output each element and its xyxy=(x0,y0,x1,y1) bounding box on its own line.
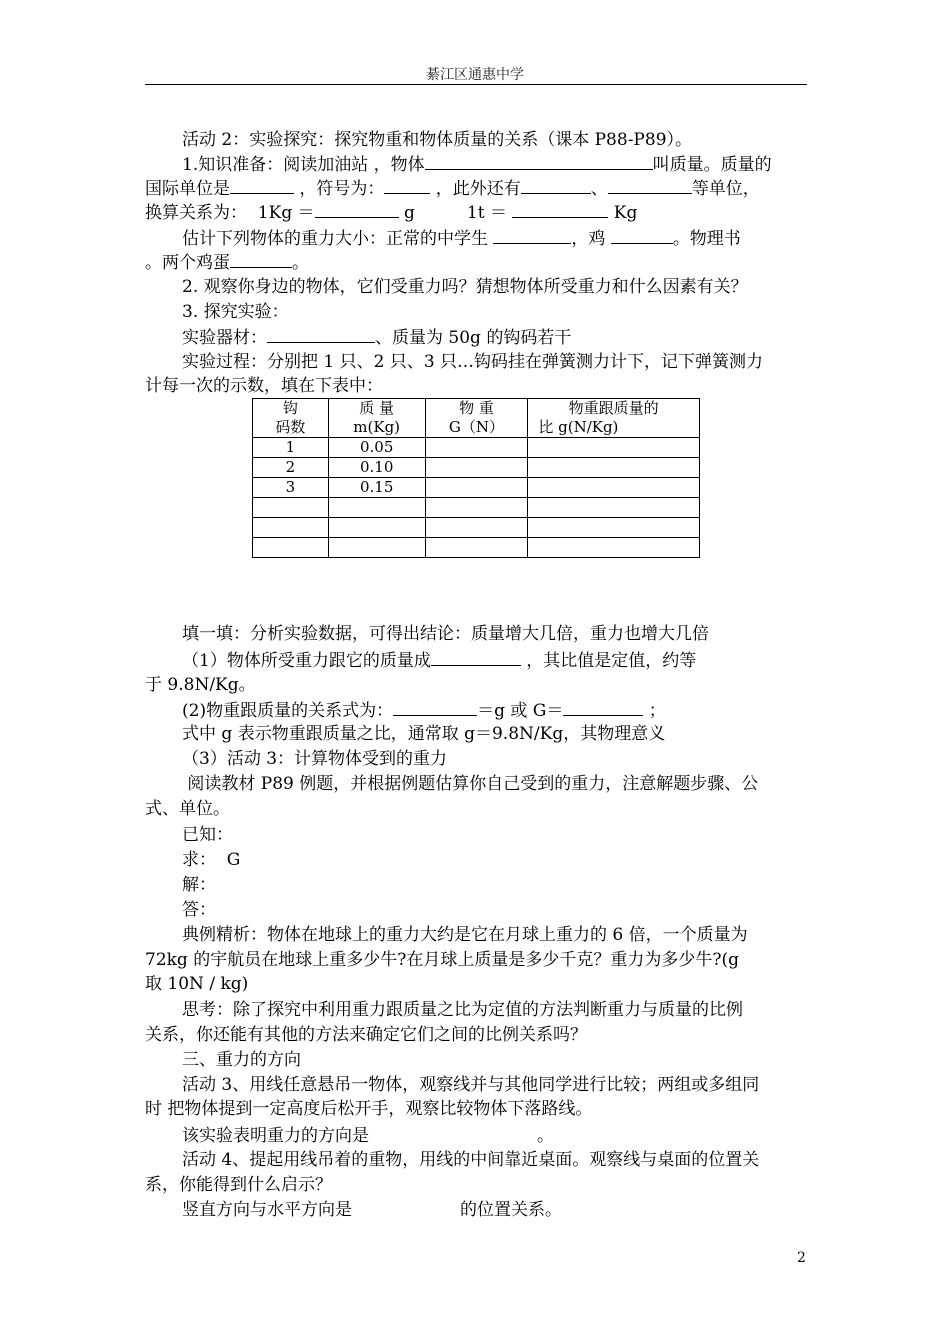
equipment-line xyxy=(182,325,847,349)
text-segment: 等单位， xyxy=(691,179,760,199)
text-segment: 。物理书 xyxy=(672,229,741,249)
table-cell xyxy=(253,498,329,518)
text-segment: 、质量为 50g 的钩码若干 xyxy=(375,328,572,348)
answer-blank xyxy=(425,152,653,170)
answer-blank xyxy=(608,176,692,194)
table-header-row xyxy=(253,399,700,438)
table-cell xyxy=(425,498,528,518)
page-header: 綦江区通惠中学 xyxy=(426,67,524,83)
table-row xyxy=(253,458,700,478)
text-segment: ； xyxy=(643,701,666,721)
table-cell xyxy=(425,458,528,478)
table-cell xyxy=(528,438,700,458)
text-segment: (2)物重跟质量的关系式为： xyxy=(182,701,394,721)
text-segment: 。 xyxy=(537,1126,554,1146)
text-segment: 该实验表明重力的方向是 xyxy=(182,1126,369,1146)
g-meaning-line: 式中 g 表示物重跟质量之比，通常取 g＝9.8N/Kg，其物理意义 xyxy=(182,724,666,744)
answer-blank xyxy=(493,226,571,244)
text-segment: 。 xyxy=(292,253,309,273)
table-cell: 0.05 xyxy=(328,438,425,458)
answer-blank xyxy=(431,648,521,666)
answer-blank xyxy=(384,176,430,194)
table-cell: 3 xyxy=(253,478,329,498)
table-cell xyxy=(253,538,329,558)
text-segment: 换算关系为： 1Kg ＝ xyxy=(145,203,315,223)
answer-label: 答： xyxy=(182,900,216,920)
table-row xyxy=(253,478,700,498)
table-row xyxy=(253,518,700,538)
section-3-heading: 三、重力的方向 xyxy=(182,1050,301,1070)
table-cell xyxy=(425,478,528,498)
table-cell xyxy=(328,518,425,538)
think-question: 思考：除了探究中利用重力跟质量之比为定值的方法判断重力与质量的比例 xyxy=(182,1000,743,1020)
table-cell xyxy=(528,538,700,558)
table-row xyxy=(253,538,700,558)
text-segment: g xyxy=(398,203,415,223)
conversion-line xyxy=(145,200,810,224)
units-line xyxy=(145,176,810,200)
text-segment: （1）物体所受重力跟它的质量成 xyxy=(182,651,431,671)
text-segment: 估计下列物体的重力大小：正常的中学生 xyxy=(182,229,494,249)
text-segment: ，其比值是定值，约等 xyxy=(520,651,697,671)
table-cell xyxy=(528,518,700,538)
table-cell xyxy=(528,458,700,478)
table-cell xyxy=(425,538,528,558)
text-segment: ，鸡 xyxy=(571,229,611,249)
answer-blank xyxy=(521,176,591,194)
header-cell: 钩 码数 xyxy=(253,399,329,438)
header-cell: 物 重 G（N） xyxy=(425,399,528,438)
answer-blank xyxy=(611,226,673,244)
answer-blank xyxy=(563,698,643,716)
header-cell: 物重跟质量的 比 g(N/Kg) xyxy=(528,399,700,438)
table-cell: 2 xyxy=(253,458,329,478)
answer-blank xyxy=(512,200,608,218)
procedure-line: 实验过程：分别把 1 只、2 只、3 只…钩码挂在弹簧测力计下，记下弹簧测力 xyxy=(182,352,764,372)
data-table xyxy=(252,398,700,558)
answer-blank xyxy=(393,698,477,716)
example-analysis-2: 72kg 的宇航员在地球上重多少牛?在月球上质量是多少千克？重力为多少牛?(g xyxy=(145,950,739,970)
activity-2-title: 活动 2：实验探究：探究物重和物体质量的关系（课本 P88-P89）。 xyxy=(182,130,693,150)
fill-in-heading: 填一填：分析实验数据，可得出结论：质量增大几倍，重力也增大几倍 xyxy=(182,624,709,644)
read-example-line-2: 式、单位。 xyxy=(145,799,230,819)
table-cell xyxy=(328,538,425,558)
text-segment: 竖直方向与水平方向是 xyxy=(182,1200,352,1220)
table-row xyxy=(253,438,700,458)
text-segment: Kg xyxy=(608,203,638,223)
vertical-horizontal-line xyxy=(182,1198,847,1222)
table-cell: 0.10 xyxy=(328,458,425,478)
text-segment: 、 xyxy=(590,179,608,199)
table-cell xyxy=(425,518,528,538)
conclusion-2 xyxy=(182,698,847,722)
page-number: 2 xyxy=(797,1250,806,1266)
example-analysis-3: 取 10N / kg) xyxy=(145,974,249,994)
table-cell xyxy=(253,518,329,538)
find-label: 求： G xyxy=(182,850,241,870)
text-segment: 。两个鸡蛋 xyxy=(145,253,230,273)
table-cell: 0.15 xyxy=(328,478,425,498)
observe-question: 2. 观察你身边的物体，它们受重力吗？猜想物体所受重力和什么因素有关？ xyxy=(182,277,748,297)
answer-blank xyxy=(230,176,294,194)
text-segment: ＝g 或 G＝ xyxy=(477,701,564,721)
table-cell: 1 xyxy=(253,438,329,458)
text-segment: 1t ＝ xyxy=(466,203,513,223)
estimate-line-2 xyxy=(145,250,810,274)
estimate-line xyxy=(182,226,847,250)
activity-3-heading: （3）活动 3：计算物体受到的重力 xyxy=(182,749,448,769)
text-segment: ，符号为： xyxy=(294,179,385,199)
text-segment: 实验器材： xyxy=(182,328,267,348)
answer-blank xyxy=(315,200,399,218)
activity-4-line-2: 系，你能得到什么启示？ xyxy=(145,1175,332,1195)
table-cell xyxy=(425,438,528,458)
text-segment: 叫质量。质量的 xyxy=(652,155,772,175)
table-cell xyxy=(328,498,425,518)
activity-3-line: 活动 3、用线任意悬吊一物体，观察线并与其他同学进行比较；两组或多组同 xyxy=(182,1075,760,1095)
answer-blank xyxy=(267,325,375,343)
read-example-line: 阅读教材 P89 例题，并根据例题估算你自己受到的重力，注意解题步骤、公 xyxy=(182,774,759,794)
procedure-line-2: 计每一次的示数，填在下表中： xyxy=(145,376,383,396)
text-segment: 国际单位是 xyxy=(145,179,230,199)
text-segment: 的位置关系。 xyxy=(460,1200,562,1220)
table-row xyxy=(253,498,700,518)
solution-label: 解： xyxy=(182,875,216,895)
answer-blank xyxy=(230,250,292,268)
text-segment: 1.知识准备：阅读加油站 ，物体 xyxy=(182,155,425,175)
knowledge-prep-line xyxy=(182,152,847,176)
conclusion-1-cont: 于 9.8N/Kg。 xyxy=(145,675,256,695)
activity-4-line: 活动 4、提起用线吊着的重物，用线的中间靠近桌面。观察线与桌面的位置关 xyxy=(182,1150,760,1170)
header-cell: 质 量 m(Kg) xyxy=(328,399,425,438)
text-segment: ，此外还有 xyxy=(430,179,521,199)
experiment-heading: 3. 探究实验： xyxy=(182,302,289,322)
table-cell xyxy=(528,478,700,498)
header-rule xyxy=(145,84,807,85)
think-question-2: 关系，你还能有其他的方法来确定它们之间的比例关系吗？ xyxy=(145,1025,587,1045)
gravity-direction-line xyxy=(182,1124,847,1148)
example-analysis: 典例精析：物体在地球上的重力大约是它在月球上重力的 6 倍，一个质量为 xyxy=(182,925,748,945)
known-label: 已知： xyxy=(182,825,233,845)
conclusion-1 xyxy=(182,648,847,672)
table-cell xyxy=(528,498,700,518)
activity-3-line-2: 时 把物体提到一定高度后松开手，观察比较物体下落路线。 xyxy=(145,1099,593,1119)
